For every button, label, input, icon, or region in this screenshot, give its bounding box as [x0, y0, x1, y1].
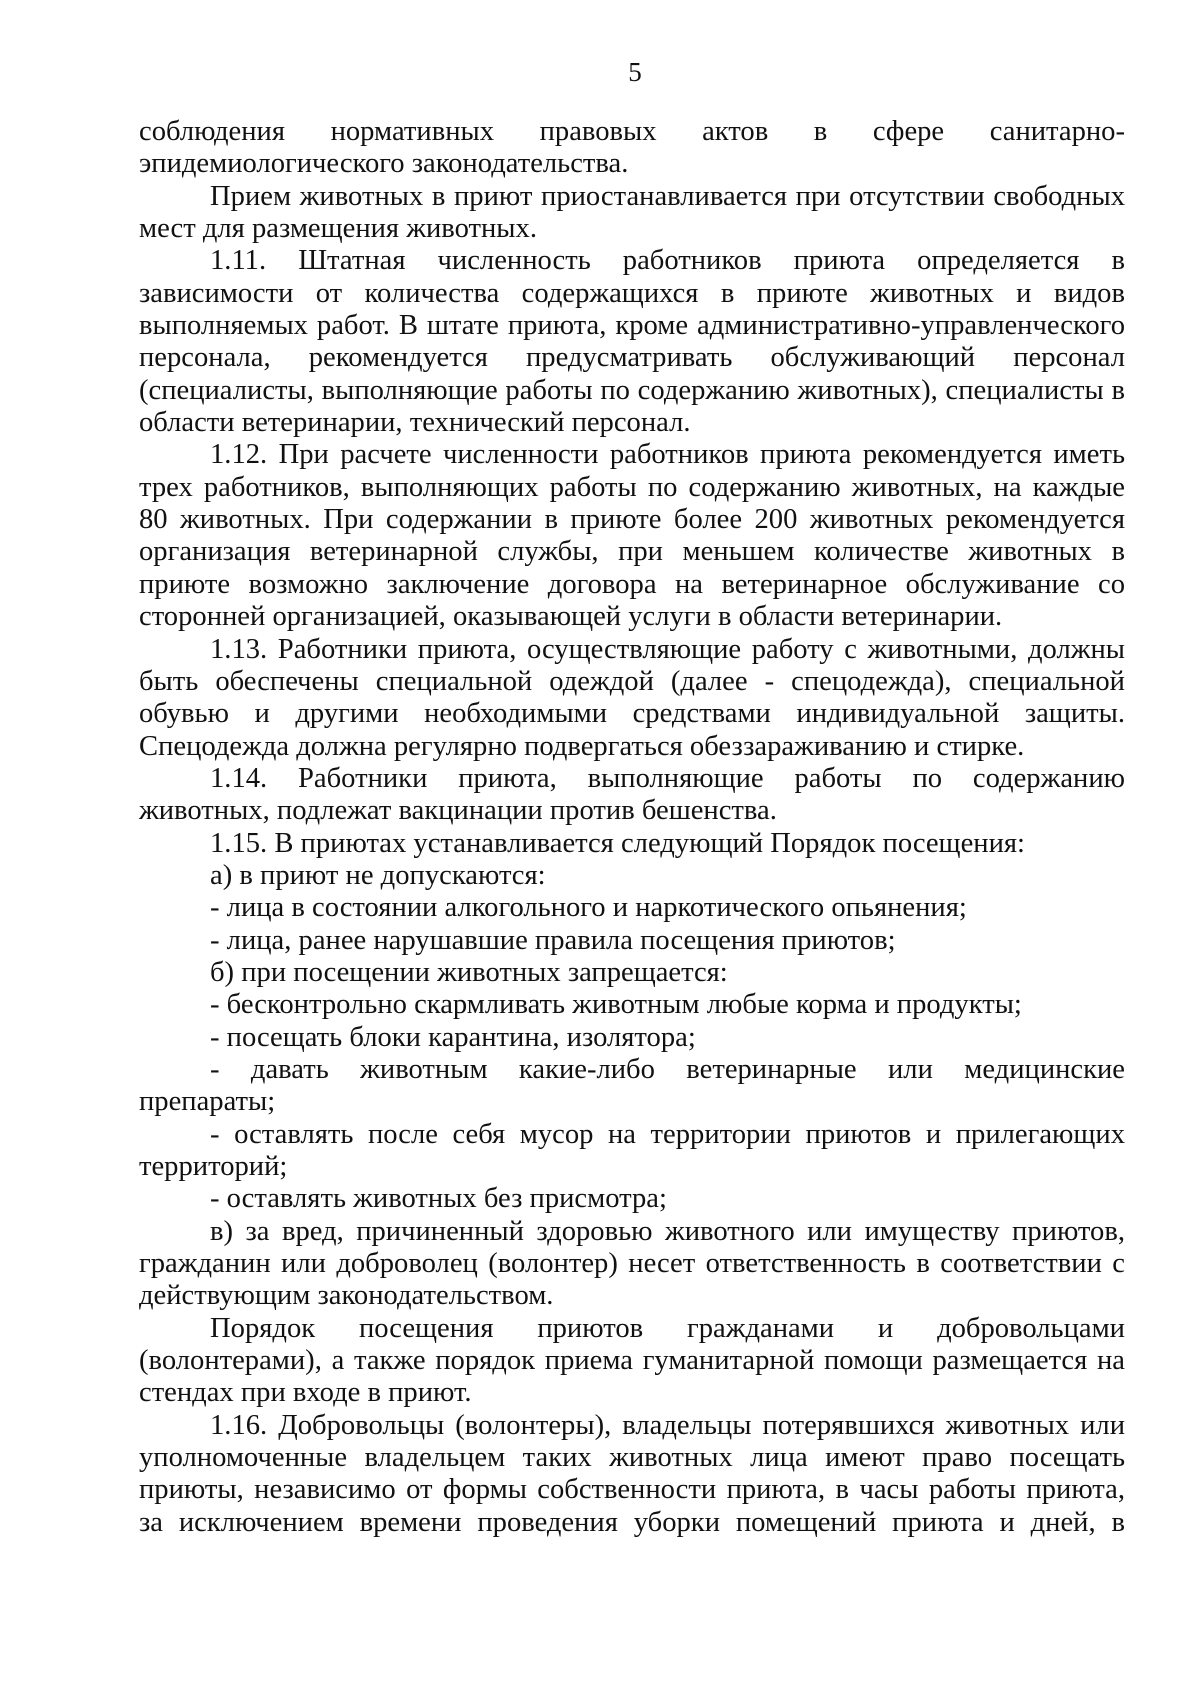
text-line: а) в приют не допускаются: [210, 859, 546, 891]
text-line: 1.14. Работники приюта, выполняющие работы по содержанию [210, 762, 1125, 794]
text-line: выполняемых работ. В штате приюта, кроме административно-управленческого [139, 310, 1125, 342]
text-line: организация ветеринарной службы, при меньшем количестве животных в [139, 536, 1125, 568]
text-line: 1.13. Работники приюта, осуществляющие работу с животными, должны [210, 633, 1125, 665]
text-line: б) при посещении животных запрещается: [210, 956, 728, 988]
text-line: мест для размещения животных. [139, 213, 537, 245]
text-line: 1.12. При расчете численности работников приюта рекомендуется иметь [210, 439, 1125, 471]
text-line: обувью и другими необходимыми средствами индивидуальной защиты. [139, 698, 1125, 730]
text-line: зависимости от количества содержащихся в приюте животных и видов [139, 277, 1125, 309]
text-line: - лица, ранее нарушавшие правила посещения приютов; [210, 924, 896, 956]
text-line: соблюдения нормативных правовых актов в сфере санитарно- [139, 116, 1125, 147]
text-line: - лица в состоянии алкогольного и наркотического опьянения; [210, 892, 967, 924]
text-line: гражданин или доброволец (волонтер) несет ответственность в соответствии с [139, 1248, 1125, 1280]
text-line: Спецодежда должна регулярно подвергаться обеззараживанию и стирке. [139, 730, 1025, 762]
text-line: приюте возможно заключение договора на ветеринарное обслуживание со [139, 568, 1125, 600]
text-line: сторонней организацией, оказывающей услуги в области ветеринарии. [139, 601, 1003, 633]
text-line: за исключением времени проведения уборки помещений приюта и дней, в [139, 1506, 1125, 1538]
text-line: животных, подлежат вакцинации против бешенства. [139, 795, 777, 827]
page-number: 5 [628, 57, 642, 87]
text-line: приюты, независимо от формы собственности приюта, в часы работы приюта, [139, 1474, 1125, 1506]
text-line: 1.15. В приютах устанавливается следующий Порядок посещения: [210, 827, 1025, 859]
text-line: области ветеринарии, технический персонал. [139, 407, 691, 439]
text-line: препараты; [139, 1086, 276, 1118]
text-line: - оставлять после себя мусор на территории приютов и прилегающих [210, 1118, 1125, 1150]
text-line: (специалисты, выполняющие работы по содержанию животных), специалисты в [139, 374, 1125, 406]
text-line: быть обеспечены специальной одеждой (далее - спецодежда), специальной [139, 665, 1125, 697]
text-line: действующим законодательством. [139, 1280, 554, 1312]
text-line: Прием животных в приют приостанавливается при отсутствии свободных [210, 180, 1125, 212]
text-line: 80 животных. При содержании в приюте более 200 животных рекомендуется [139, 504, 1125, 536]
text-line: Порядок посещения приютов гражданами и добровольцами [210, 1312, 1125, 1344]
document-body [139, 116, 1125, 1539]
text-line: эпидемиологического законодательства. [139, 148, 629, 180]
text-line: 1.16. Добровольцы (волонтеры), владельцы потерявшихся животных или [210, 1409, 1125, 1441]
text-line: - посещать блоки карантина, изолятора; [210, 1021, 696, 1053]
text-line: - оставлять животных без присмотра; [210, 1183, 667, 1215]
text-line: территорий; [139, 1151, 288, 1182]
text-line: - бесконтрольно скармливать животным любые корма и продукты; [210, 989, 1022, 1021]
text-line: - давать животным какие-либо ветеринарные или медицинские [210, 1053, 1125, 1085]
text-line: уполномоченные владельцем таких животных лица имеют право посещать [139, 1442, 1125, 1474]
text-line: персонала, рекомендуется предусматривать обслуживающий персонал [139, 342, 1125, 374]
text-line: стендах при входе в приют. [139, 1377, 472, 1409]
text-line: (волонтерами), а также порядок приема гуманитарной помощи размещается на [139, 1345, 1125, 1377]
text-line: трех работников, выполняющих работы по содержанию животных, на каждые [139, 471, 1125, 503]
text-line: в) за вред, причиненный здоровью животного или имуществу приютов, [210, 1215, 1125, 1247]
text-line: 1.11. Штатная численность работников приюта определяется в [210, 245, 1125, 277]
